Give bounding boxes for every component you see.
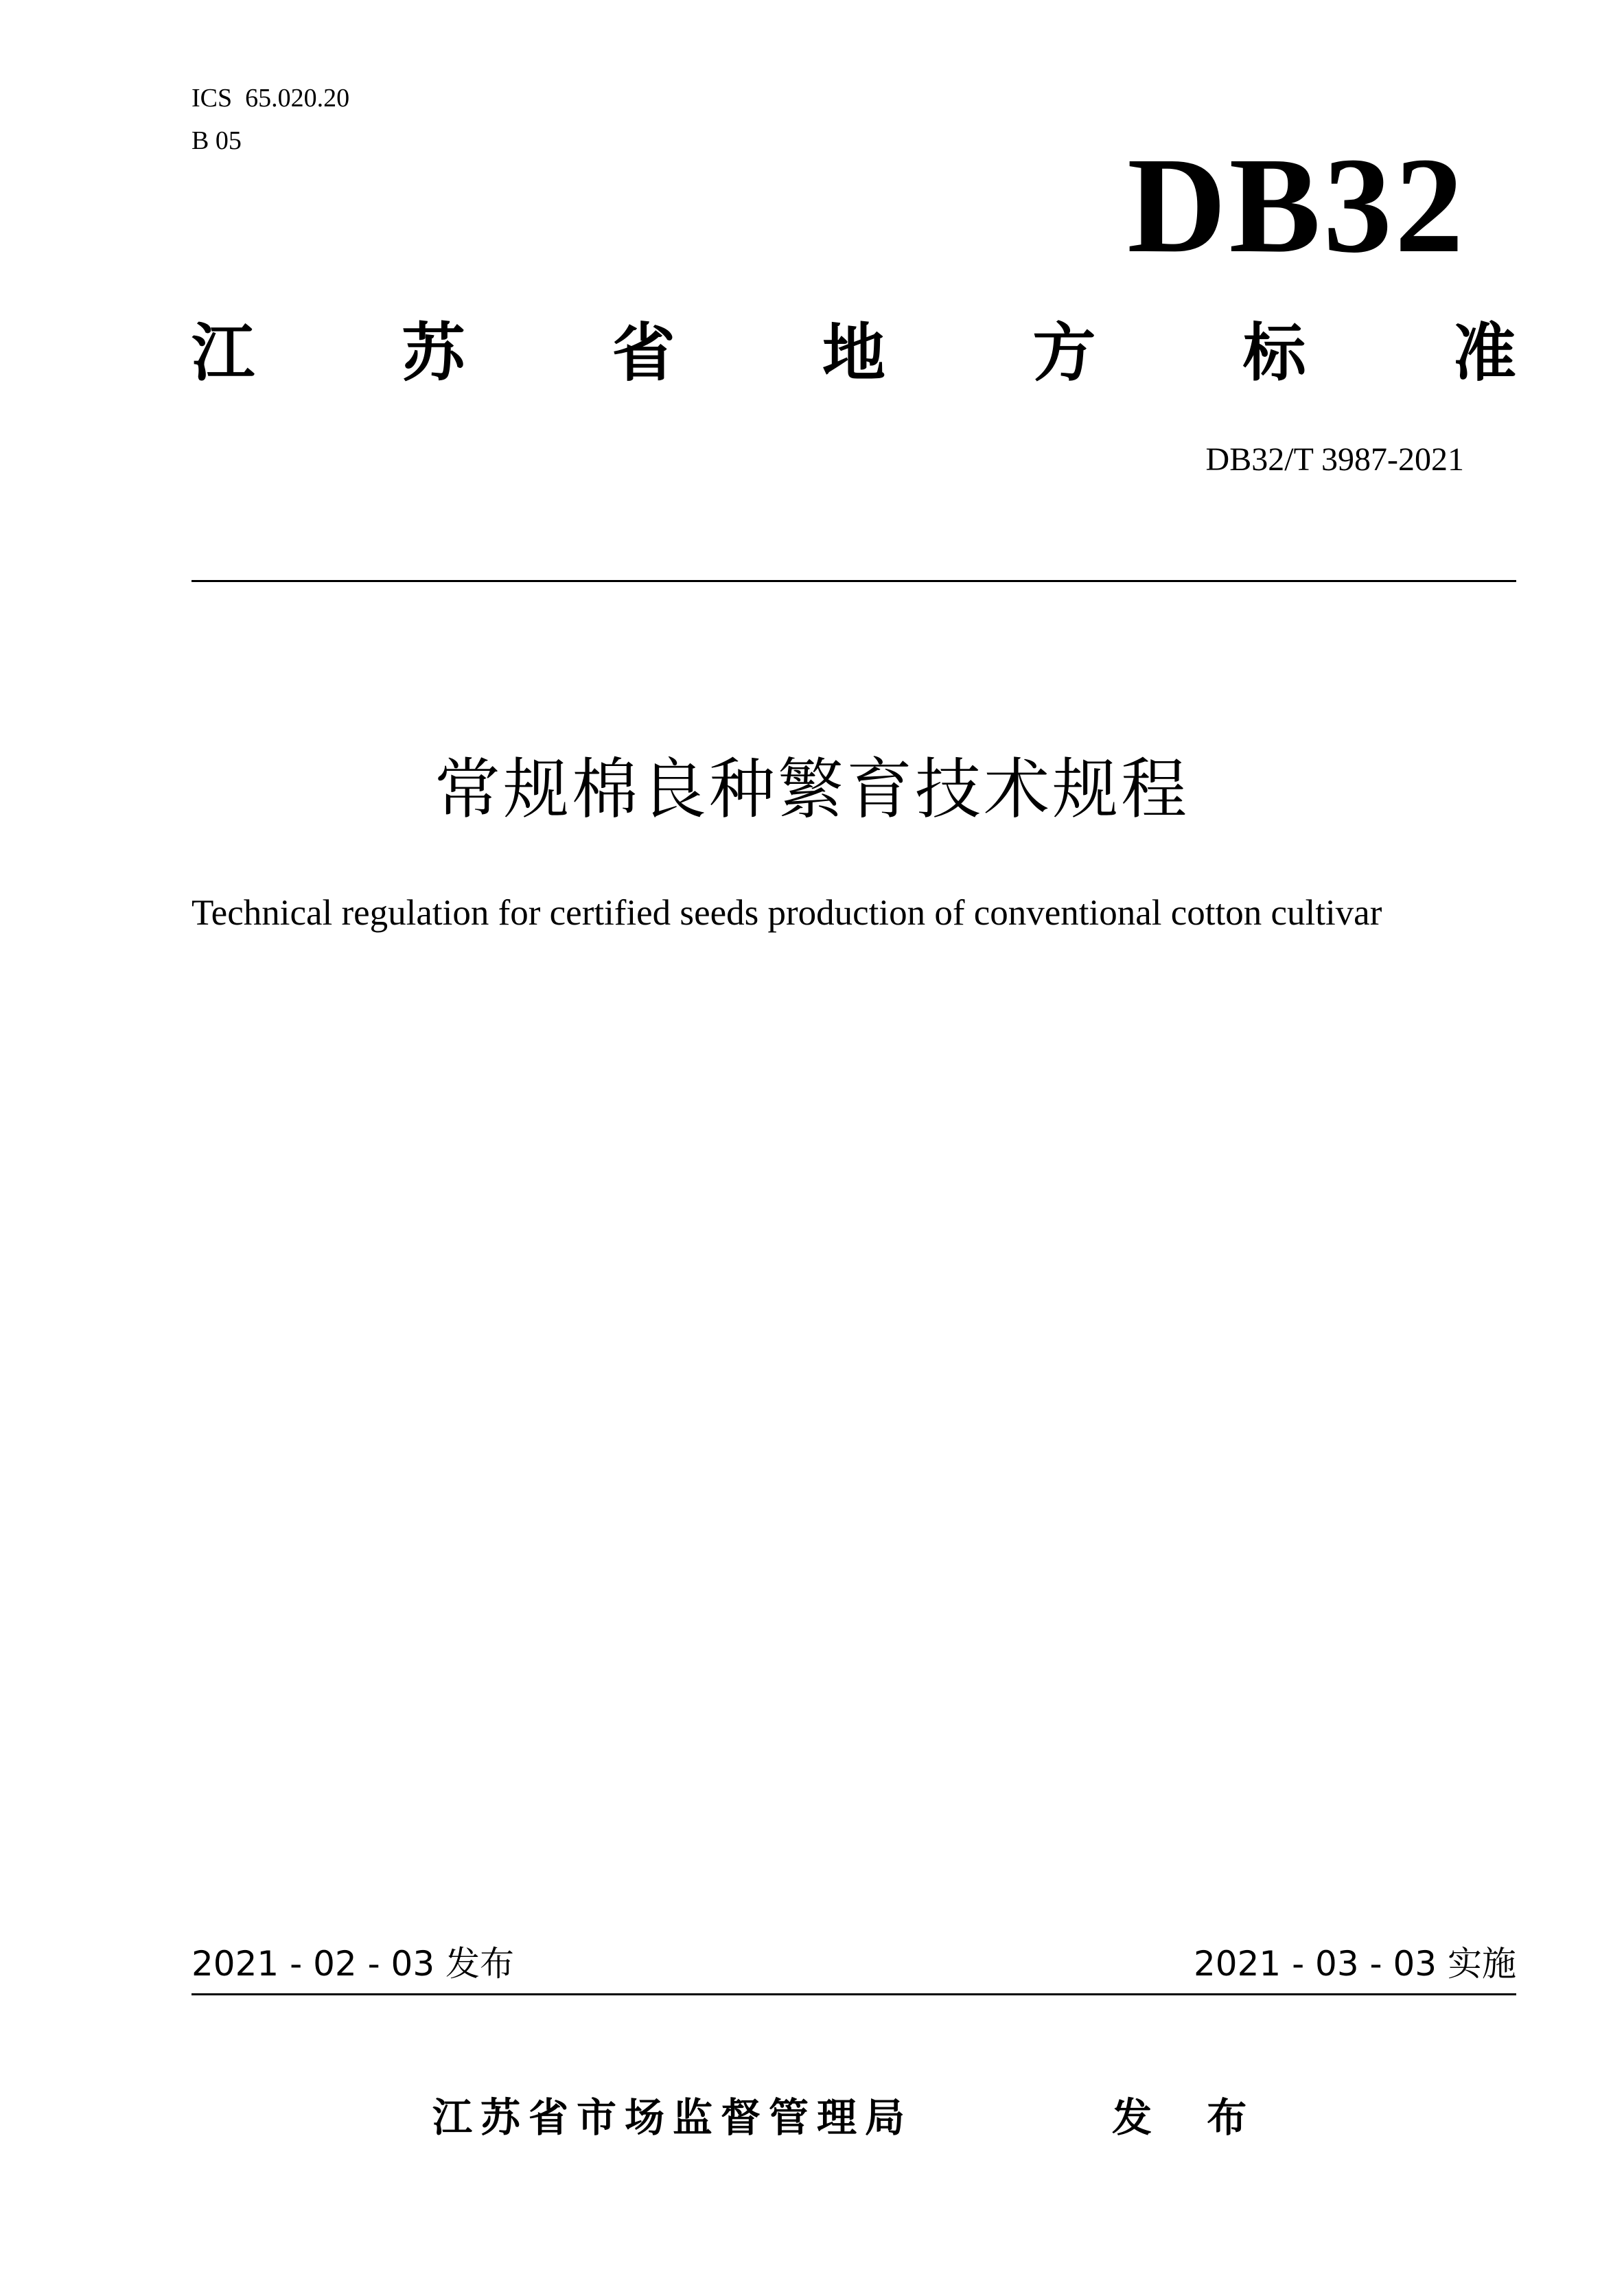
standard-type-char: 江 xyxy=(192,316,255,390)
standard-type-heading xyxy=(192,312,1516,395)
standard-type-char: 标 xyxy=(1242,316,1306,390)
standard-type-char: 方 xyxy=(1032,316,1096,390)
title-chinese: 常规棉良种繁育技术规程 xyxy=(434,751,1190,828)
publisher-name: 江苏省市场监督管理局 xyxy=(432,2094,914,2141)
top-divider xyxy=(192,580,1516,582)
title-english: Technical regulation for certified seeds production of conventional cotton cultivar xyxy=(192,893,1382,933)
standard-logo: DB32 xyxy=(1127,130,1466,281)
standard-type-char: 准 xyxy=(1452,316,1516,390)
standard-number: DB32/T 3987-2021 xyxy=(1205,441,1464,478)
publish-label: 发 布 xyxy=(1112,2094,1268,2141)
standard-type-char: 地 xyxy=(822,316,885,390)
implementation-date: 2021 - 03 - 03 实施 xyxy=(1193,1944,1516,1984)
standard-type-char: 苏 xyxy=(402,316,465,390)
bottom-divider xyxy=(192,1993,1516,1995)
ccs-code: B 05 xyxy=(192,126,242,155)
standard-type-char: 省 xyxy=(612,316,675,390)
ics-code: ICS 65.020.20 xyxy=(192,84,350,113)
issue-date: 2021 - 02 - 03 发布 xyxy=(192,1944,515,1984)
